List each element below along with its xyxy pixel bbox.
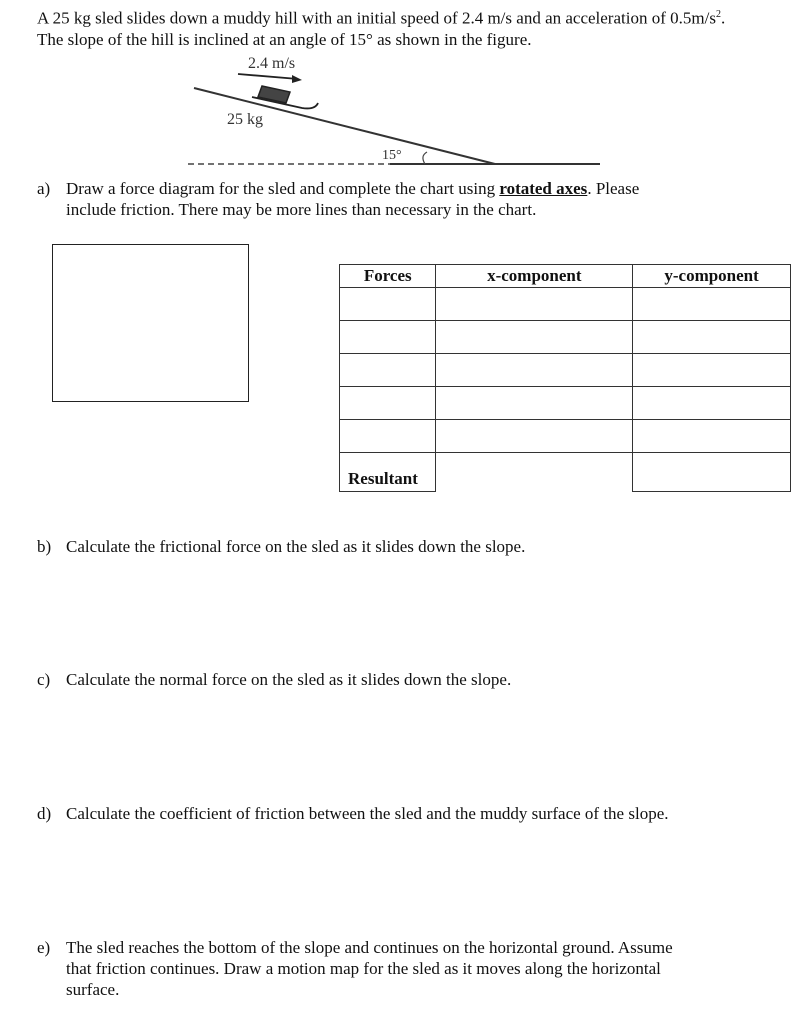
table-cell[interactable] xyxy=(436,387,633,420)
table-cell[interactable] xyxy=(340,387,436,420)
table-cell[interactable] xyxy=(633,387,791,420)
intro-line-1: A 25 kg sled slides down a muddy hill with an initial speed of 2.4 m/s and an acceleration of $0.5m/s^2$. xyxy=(37,8,726,28)
table-row xyxy=(340,321,791,354)
part-e-label: e) xyxy=(37,938,51,957)
part-c-text: Calculate the normal force on the sled as it slides down the slope. xyxy=(66,670,512,689)
problem-intro xyxy=(37,4,725,50)
velocity-arrow xyxy=(238,74,298,79)
angle-arc xyxy=(423,152,427,164)
table-cell[interactable] xyxy=(436,420,633,453)
resultant-x-cell[interactable] xyxy=(436,453,633,492)
table-cell[interactable] xyxy=(633,354,791,387)
table-row xyxy=(340,387,791,420)
sled-icon xyxy=(258,86,290,103)
table-header-row xyxy=(340,265,791,288)
table-row xyxy=(340,354,791,387)
part-c xyxy=(37,669,511,690)
part-b-text: Calculate the frictional force on the sled as it slides down the slope. xyxy=(66,537,526,556)
angle-label: 15° xyxy=(382,148,402,163)
table-cell[interactable] xyxy=(633,420,791,453)
part-a-text: Draw a force diagram for the sled and complete the chart using rotated axes. Please include friction. There may be more lines than necessary in the chart. xyxy=(66,179,640,219)
header-x-component: x-component xyxy=(436,265,633,288)
table-cell[interactable] xyxy=(633,288,791,321)
part-b xyxy=(37,536,525,557)
table-cell[interactable] xyxy=(436,321,633,354)
part-c-label: c) xyxy=(37,670,51,689)
table-row xyxy=(340,288,791,321)
part-d-label: d) xyxy=(37,804,52,823)
velocity-arrowhead xyxy=(292,75,302,83)
part-a xyxy=(37,178,639,220)
slope-figure xyxy=(180,48,610,173)
table-cell[interactable] xyxy=(436,354,633,387)
part-e xyxy=(37,937,673,1000)
part-d-text: Calculate the coefficient of friction between the sled and the muddy surface of the slope. xyxy=(66,804,669,823)
part-d xyxy=(37,803,669,824)
resultant-row xyxy=(340,453,791,492)
rotated-axes-emphasis: rotated axes xyxy=(499,179,588,198)
force-diagram-box[interactable] xyxy=(52,244,249,402)
mass-label: 25 kg xyxy=(227,111,263,128)
table-cell[interactable] xyxy=(340,420,436,453)
table-cell[interactable] xyxy=(340,354,436,387)
part-b-label: b) xyxy=(37,537,52,556)
table-row xyxy=(340,420,791,453)
intro-line-2: The slope of the hill is inclined at an angle of 15° as shown in the figure. xyxy=(37,29,532,49)
superscript-2: 2 xyxy=(715,9,721,20)
table-cell[interactable] xyxy=(633,321,791,354)
table-cell[interactable] xyxy=(436,288,633,321)
part-e-text: The sled reaches the bottom of the slope and continues on the horizontal ground. Assume that friction continues. Draw a motion map for the sled as it moves along the horizontal surface. xyxy=(66,938,673,999)
table-cell[interactable] xyxy=(340,288,436,321)
speed-label: 2.4 m/s xyxy=(248,55,296,72)
resultant-label: Resultant xyxy=(340,453,436,492)
header-y-component: y-component xyxy=(633,265,791,288)
header-forces: Forces xyxy=(340,265,436,288)
table-cell[interactable] xyxy=(340,321,436,354)
part-a-label: a) xyxy=(37,179,51,198)
force-components-table xyxy=(339,264,791,492)
resultant-y-cell[interactable] xyxy=(633,453,791,492)
